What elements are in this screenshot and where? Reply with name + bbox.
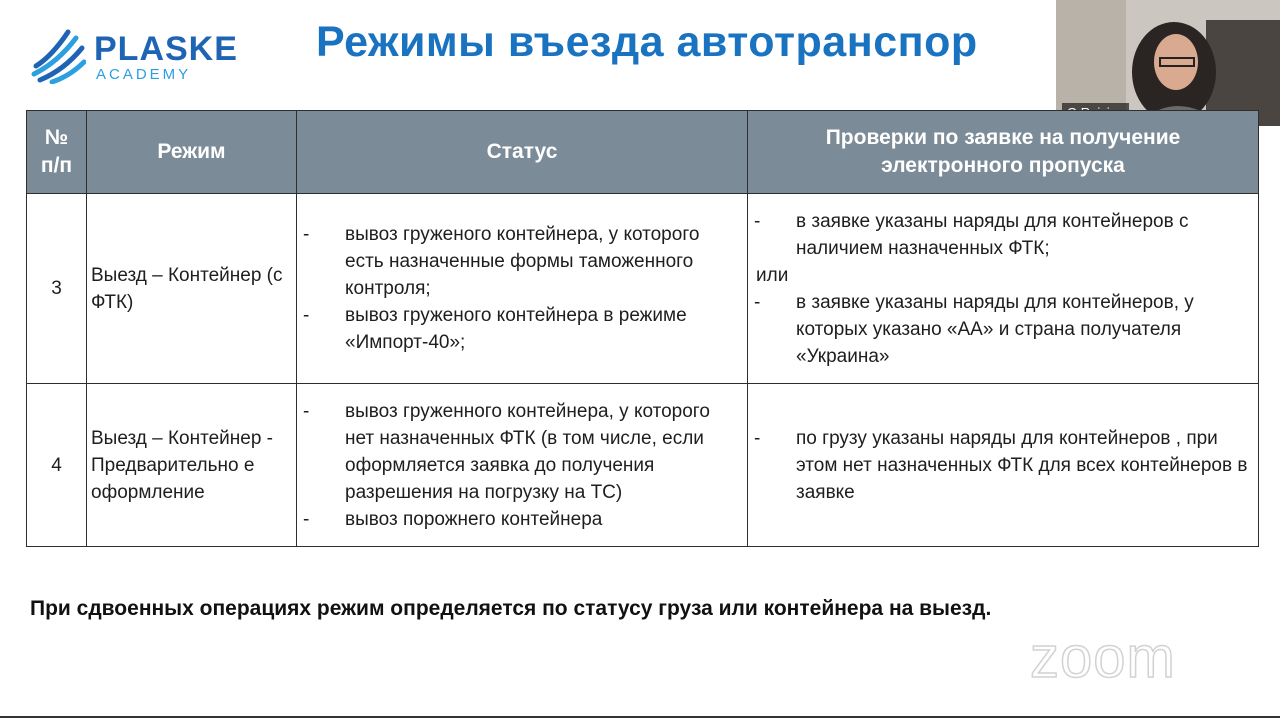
row-status — [297, 194, 748, 384]
globe-logo-icon — [28, 26, 86, 84]
table-row — [27, 194, 1259, 384]
check-or: или — [756, 264, 789, 286]
participant-video[interactable] — [1056, 0, 1280, 126]
check-item: - в заявке указаны наряды для контейнеров, у которых указано «АА» и страна получателя «Украина» — [754, 291, 1194, 367]
row-number: 3 — [27, 194, 87, 384]
row-mode: Выезд – Контейнер (с ФТК) — [87, 194, 297, 384]
brand-name: PLASKE — [94, 30, 238, 68]
header-mode: Режим — [87, 111, 297, 194]
header-checks: Проверки по заявке на получение электронного пропуска — [748, 111, 1259, 194]
table-header-row — [27, 111, 1259, 194]
status-item: - вывоз груженого контейнера, у которого есть назначенные формы таможенного контроля; — [303, 224, 700, 299]
row-checks — [748, 384, 1259, 547]
entry-modes-table — [26, 110, 1259, 547]
header-status: Статус — [297, 111, 748, 194]
zoom-watermark: zoom — [1030, 625, 1176, 690]
row-checks — [748, 194, 1259, 384]
row-status — [297, 384, 748, 547]
table-row — [27, 384, 1259, 547]
brand-sub: ACADEMY — [96, 66, 192, 83]
status-item: - вывоз груженого контейнера в режиме «Импорт-40»; — [303, 305, 687, 353]
check-item: - по грузу указаны наряды для контейнеров , при этом нет назначенных ФТК для всех контейнеров в заявке — [754, 427, 1248, 503]
status-item: - вывоз груженного контейнера, у которого нет назначенных ФТК (в том числе, если оформляется заявка до получения разрешения на погрузку на ТС) — [303, 400, 710, 503]
header-number: № п/п — [27, 111, 87, 194]
plaske-academy-logo — [28, 24, 238, 84]
footnote: При сдвоенных операциях режим определяется по статусу груза или контейнера на выезд. — [30, 597, 992, 620]
bottom-divider — [0, 716, 1280, 718]
check-item: - в заявке указаны наряды для контейнеров с наличием назначенных ФТК; — [754, 210, 1189, 259]
slide-title: Режимы въезда автотранспор — [316, 18, 978, 66]
row-number: 4 — [27, 384, 87, 547]
row-mode: Выезд – Контейнер - Предварительно е оформление — [87, 384, 297, 547]
status-item: - вывоз порожнего контейнера — [303, 508, 603, 530]
